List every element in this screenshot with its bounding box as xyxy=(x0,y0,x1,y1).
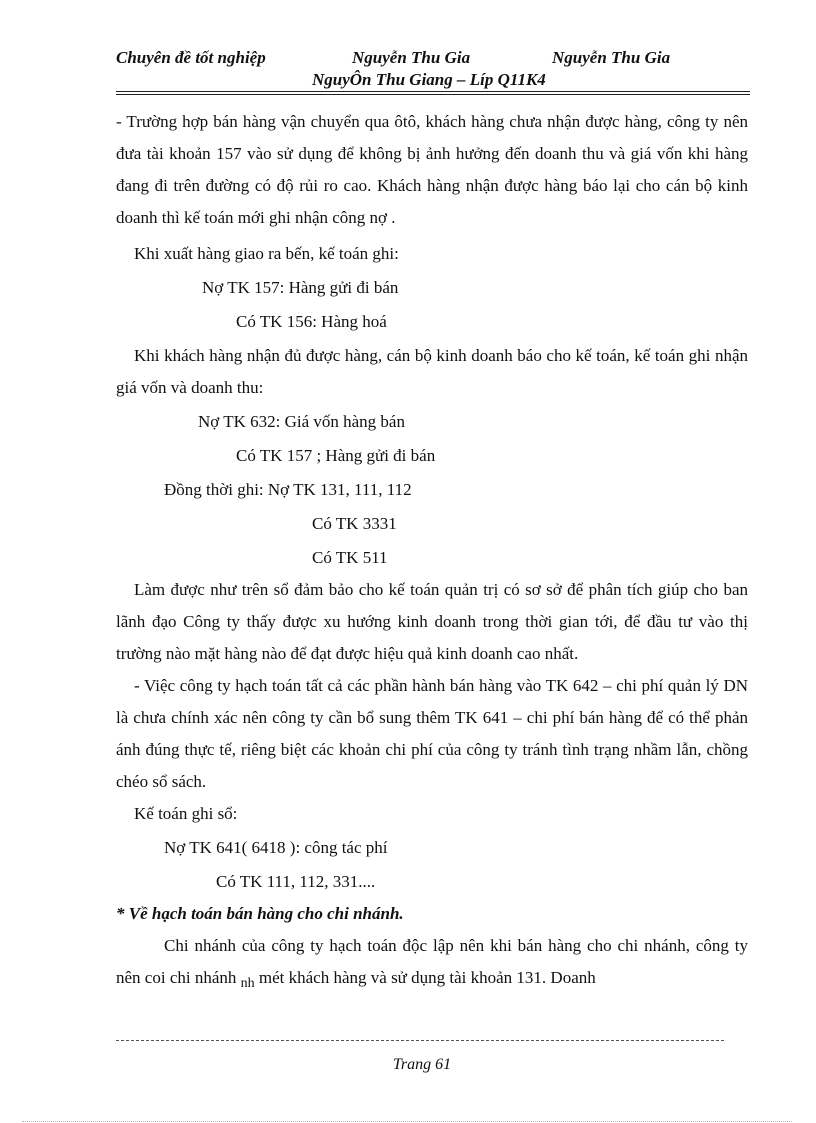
paragraph-3: Khi khách hàng nhận đủ được hàng, cán bộ kinh doanh báo cho kế toán, kế toán ghi nhận giá vốn và doanh thu: xyxy=(116,346,748,397)
page-footer xyxy=(0,1056,816,1074)
paragraph-2: Khi xuất hàng giao ra bến, kế toán ghi: xyxy=(134,244,399,263)
paragraph-4: Làm được như trên sổ đảm bảo cho kế toán quản trị có sơ sở để phân tích giúp cho ban lãnh đạo Công ty thấy được xu hướng kinh doanh trong thời gian tới, để đầu tư vào thị trường nào mặt hàng nào để đạt được hiệu quả kinh doanh cao nhất. xyxy=(116,580,748,663)
page-number: Trang 61 xyxy=(392,1056,452,1073)
entry-3-credit-2: Có TK 511 xyxy=(312,548,388,567)
paragraph-7-small-text: nh xyxy=(240,976,255,991)
header-title: Chuyên đề tốt nghiệp xyxy=(116,48,266,67)
paragraph-7 xyxy=(116,930,748,996)
header-rule-top xyxy=(116,91,750,92)
paragraph-7-part-2: mét khách hàng và sử dụng tài khoản 131. Doanh xyxy=(254,968,596,987)
header-rule-bottom xyxy=(116,94,750,95)
page-bottom-dotted-line xyxy=(22,1121,792,1122)
paragraph-7-part-1: Chi nhánh của công ty hạch toán độc lập nên khi bán hàng cho chi nhánh, công ty nên coi chi nhánh xyxy=(116,936,748,987)
section-heading: * Về hạch toán bán hàng cho chi nhánh. xyxy=(116,904,404,923)
body-text xyxy=(116,106,748,996)
paragraph-5: - Việc công ty hạch toán tất cả các phần hành bán hàng vào TK 642 – chi phí quản lý DN là chưa chính xác nên công ty cần bổ sung thêm TK 641 – chi phí bán hàng để có thể phản ánh đúng thực tế, riêng biệt các khoản chi phí của công ty tránh tình trạng nhầm lẫn, chồng chéo sổ sách. xyxy=(116,676,748,791)
paragraph-1: - Trường hợp bán hàng vận chuyển qua ôtô, khách hàng chưa nhận được hàng, công ty nên đưa tài khoản 157 vào sử dụng để không bị ảnh hưởng đến doanh thu và giá vốn khi hàng đang đi trên đường có độ rủi ro cao. Khách hàng nhận được hàng báo lại cho cán bộ kinh doanh thì kế toán mới ghi nhận công nợ . xyxy=(116,112,748,227)
entry-2-debit: Nợ TK 632: Giá vốn hàng bán xyxy=(198,412,405,431)
entry-1-credit: Có TK 156: Hàng hoá xyxy=(236,312,387,331)
header-author-2: Nguyễn Thu Gia xyxy=(552,48,671,67)
entry-1-debit: Nợ TK 157: Hàng gửi đi bán xyxy=(202,278,399,297)
entry-4-debit: Nợ TK 641( 6418 ): công tác phí xyxy=(164,838,388,857)
footer-dashed-rule xyxy=(116,1040,724,1041)
entry-4-credit: Có TK 111, 112, 331.... xyxy=(216,872,376,891)
entry-2-credit: Có TK 157 ; Hàng gửi đi bán xyxy=(236,446,436,465)
entry-3-credit-1: Có TK 3331 xyxy=(312,514,397,533)
paragraph-6: Kế toán ghi sổ: xyxy=(134,804,238,823)
header-author-1: Nguyễn Thu Gia xyxy=(352,48,471,67)
header-author-class: NguyÔn Thu Giang – Líp Q11K4 xyxy=(312,70,546,89)
entry-3-debit: Đồng thời ghi: Nợ TK 131, 111, 112 xyxy=(164,480,412,499)
